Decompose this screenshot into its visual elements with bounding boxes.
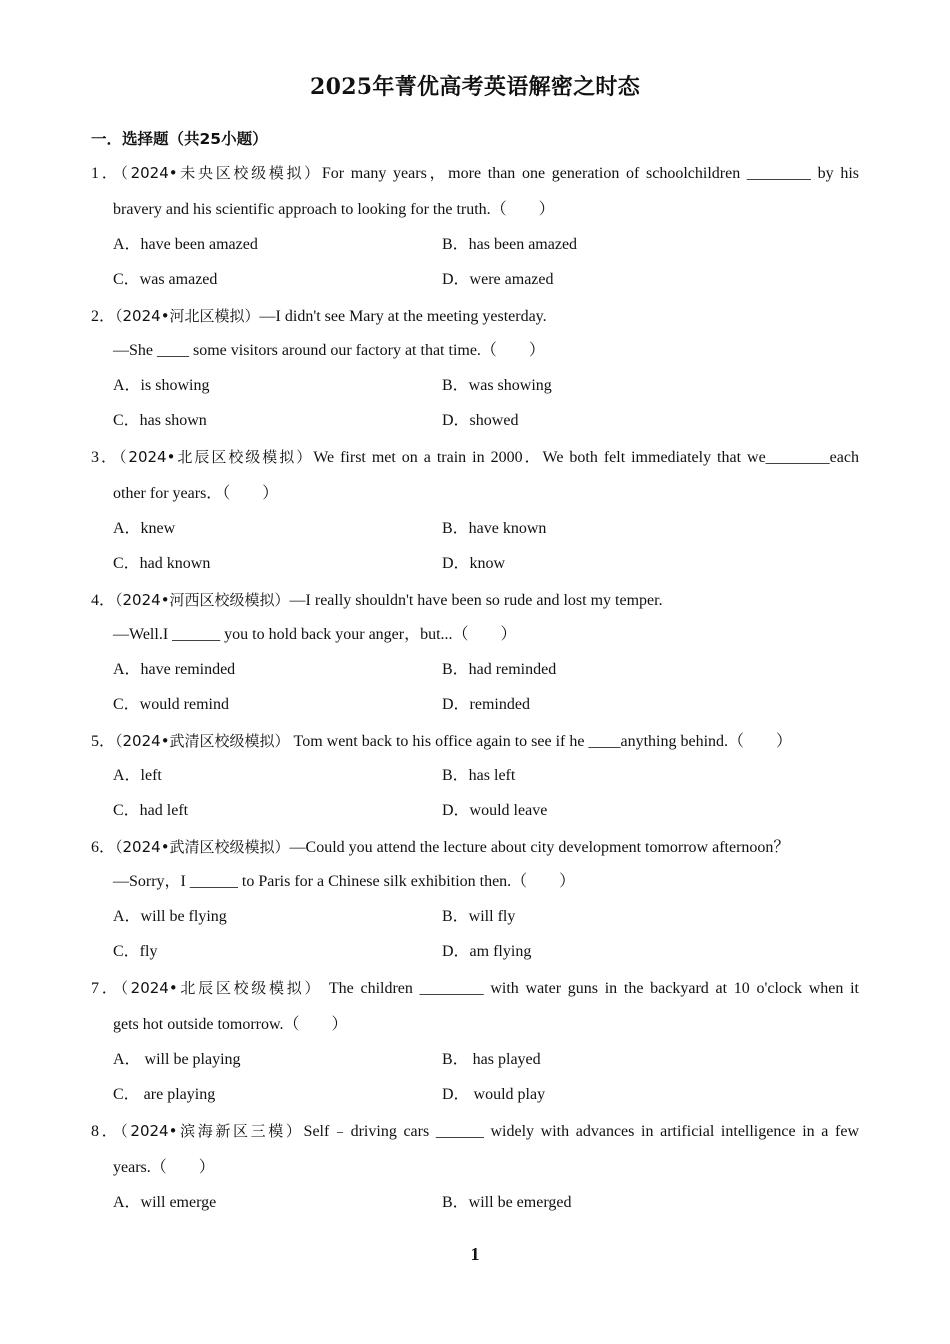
question-text: Tom went back to his office again to see if he ____anything behind.（ ） — [289, 733, 793, 750]
question-source: （2024•武清区校级模拟） — [115, 732, 290, 750]
question-2-option-c[interactable]: C．has shown — [113, 412, 207, 429]
question-4-line-2: —Well.I ______ you to hold back your anger，but...（ ） — [113, 626, 517, 643]
question-number: 5． — [91, 733, 116, 750]
question-number: 3． — [91, 449, 119, 466]
question-number: 6． — [91, 839, 116, 856]
question-source: （2024•河北区模拟） — [115, 307, 260, 325]
question-2-option-d[interactable]: D．showed — [442, 412, 519, 429]
question-5-option-c[interactable]: C．had left — [113, 802, 189, 819]
question-7-option-b[interactable]: B． has played — [442, 1051, 541, 1068]
question-number: 7． — [91, 980, 121, 997]
question-2-line-1 — [91, 306, 547, 327]
question-8-option-b[interactable]: B．will be emerged — [442, 1194, 572, 1211]
question-5-option-d[interactable]: D．would leave — [442, 802, 548, 819]
page-number: 1 — [470, 1244, 480, 1264]
question-6-line-2: —Sorry，I ______ to Paris for a Chinese silk exhibition then.（ ） — [113, 873, 576, 890]
section-heading: 一．选择题（共25小题） — [91, 130, 268, 148]
question-source: （2024•北辰区校级模拟） — [118, 448, 314, 466]
question-2-option-a[interactable]: A．is showing — [113, 377, 210, 394]
question-text: We first met on a train in 2000．We both felt immediately that we________each — [313, 449, 859, 466]
question-2-line-2: —She ____ some visitors around our factory at that time.（ ） — [113, 342, 545, 359]
question-source: （2024•未央区校级模拟） — [120, 164, 322, 182]
question-1-option-a[interactable]: A．have been amazed — [113, 236, 258, 253]
question-8-line-2: years.（ ） — [113, 1159, 215, 1176]
question-number: 1． — [91, 165, 121, 182]
question-7-option-c[interactable]: C． are playing — [113, 1086, 216, 1103]
question-7-option-d[interactable]: D． would play — [442, 1086, 546, 1103]
question-3-option-d[interactable]: D．know — [442, 555, 506, 572]
question-source: （2024•武清区校级模拟） — [115, 838, 290, 856]
question-text: The children ________ with water guns in the backyard at 10 o'clock when it — [322, 980, 859, 997]
question-5-option-b[interactable]: B．has left — [442, 767, 516, 784]
question-7-option-a[interactable]: A． will be playing — [113, 1051, 241, 1068]
question-3-option-b[interactable]: B．have known — [442, 520, 547, 537]
question-6-option-c[interactable]: C．fly — [113, 943, 158, 960]
question-2-option-b[interactable]: B．was showing — [442, 377, 552, 394]
question-4-option-c[interactable]: C．would remind — [113, 696, 229, 713]
question-7-line-2: gets hot outside tomorrow.（ ） — [113, 1016, 348, 1033]
question-text: For many years，more than one generation of schoolchildren ________ by his — [321, 165, 859, 182]
question-text: —I really shouldn't have been so rude and lost my temper. — [289, 592, 663, 609]
question-source: （2024•河西区校级模拟） — [115, 591, 290, 609]
question-source: （2024•滨海新区三模） — [120, 1122, 304, 1140]
question-4-option-b[interactable]: B．had reminded — [442, 661, 557, 678]
question-8-line-1 — [91, 1121, 859, 1142]
question-text: —Could you attend the lecture about city development tomorrow afternoon？ — [289, 839, 790, 856]
question-3-option-a[interactable]: A．knew — [113, 520, 176, 537]
question-6-option-b[interactable]: B．will fly — [442, 908, 516, 925]
question-1-option-b[interactable]: B．has been amazed — [442, 236, 578, 253]
question-source: （2024•北辰区校级模拟） — [120, 979, 323, 997]
question-4-option-a[interactable]: A．have reminded — [113, 661, 236, 678]
question-1-option-d[interactable]: D．were amazed — [442, 271, 554, 288]
question-4-option-d[interactable]: D．reminded — [442, 696, 530, 713]
question-1-option-c[interactable]: C．was amazed — [113, 271, 218, 288]
question-number: 4． — [91, 592, 116, 609]
question-3-option-c[interactable]: C．had known — [113, 555, 211, 572]
question-3-line-1 — [91, 447, 859, 468]
question-7-line-1 — [91, 978, 859, 999]
question-5-option-a[interactable]: A．left — [113, 767, 162, 784]
question-1-line-1 — [91, 163, 859, 184]
question-4-line-1 — [91, 590, 663, 611]
question-6-option-d[interactable]: D．am flying — [442, 943, 532, 960]
question-8-option-a[interactable]: A．will emerge — [113, 1194, 217, 1211]
question-text: —I didn't see Mary at the meeting yesterday. — [259, 308, 547, 325]
question-5-line-1 — [91, 731, 792, 752]
question-text: Self﹣driving cars ______ widely with advances in artificial intelligence in a few — [303, 1123, 859, 1140]
question-number: 2． — [91, 308, 116, 325]
question-6-line-1 — [91, 837, 789, 858]
question-3-line-2: other for years．（ ） — [113, 485, 279, 502]
document-title: 2025年菁优高考英语解密之时态 — [309, 74, 641, 100]
question-1-line-2: bravery and his scientific approach to looking for the truth.（ ） — [113, 201, 555, 218]
question-6-option-a[interactable]: A．will be flying — [113, 908, 227, 925]
question-number: 8． — [91, 1123, 121, 1140]
